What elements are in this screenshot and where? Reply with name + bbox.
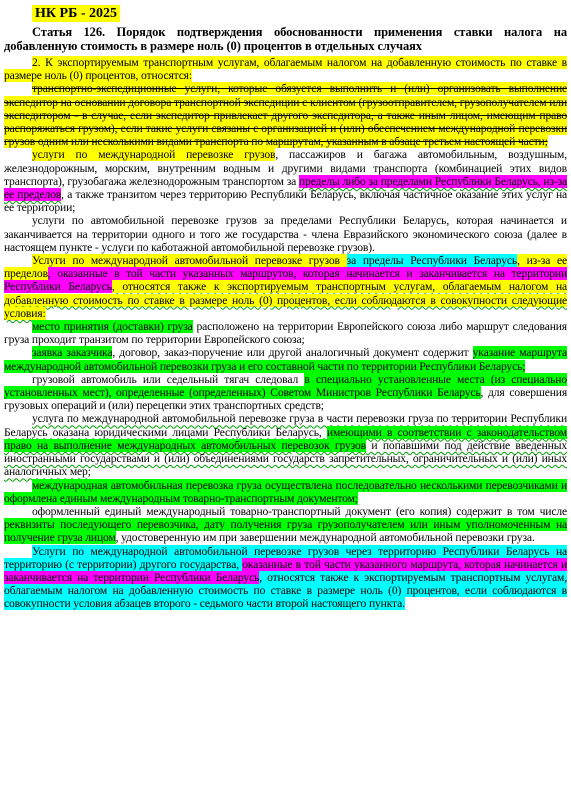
condition-carrier-entities	[4, 412, 567, 478]
paragraph-forwarding	[4, 82, 567, 148]
customer-order-highlight: указание маршрута международной автомобильной перевозки груза и его составной части по территории Республики Беларусь;	[4, 346, 568, 373]
road-services-inbound: , из-за ее пределов	[4, 254, 567, 281]
intl-transport-tail: , а также транзитом через территорию Республики Беларусь, включая частичное оказание этих услуг на ее территории;	[4, 188, 567, 215]
customer-order-body: , договор, заказ-поручение или другой аналогичный документ содержит	[112, 346, 473, 360]
code-tag: НК РБ - 2025	[32, 5, 120, 22]
sequential-carriers-text: международная автомобильная перевозка груза осуществлена последовательно несколькими перевозчиками и оформлена единым международным товарно-транспортным документом;	[4, 478, 567, 505]
carrier-entities-tail: и попавшими под действие введенных иностранными государствами и (или) объединениями государств запретительных, ограничительных и (или) иных аналогичных мер;	[4, 438, 567, 479]
intl-transport-lead: услуги по международной перевозке грузов	[32, 148, 276, 162]
road-services-outbound: за пределы Республики Беларусь	[346, 254, 518, 268]
condition-truck-route	[4, 373, 567, 413]
intl-transport-highlight: пределы либо за пределами Республики Беларусь, из-за ее пределов	[4, 174, 568, 202]
transport-document-highlight: реквизиты последующего перевозчика, дату получения груза грузополучателем или иным уполномоченным на получение груза лицом	[4, 518, 567, 545]
paragraph-intl-transport	[4, 148, 567, 214]
intl-transport-body: , пассажиров и багажа автомобильным, воздушным, железнодорожным, морским, внутренним водным и другими видами транспорта (комбинацией этих видов транспорта), грузобагажа железнодорожным транспортом за	[4, 148, 567, 188]
delivery-place-body: расположено на территории Европейского союза либо маршрут следования груза проходит транзитом по территории Европейского союза;	[4, 320, 567, 347]
transit-services-tail: , относятся также к экспортируемым транспортным услугам, облагаемым налогом на добавленную стоимость по ставке в размере ноль (0) процентов, если соблюдаются в совокупности условия абзацев второго - седьмого части второй настоящего пункта.	[4, 570, 567, 611]
article-title: Статья 126. Порядок подтверждения обоснованности применения ставки налога на добавленную стоимость в размере ноль (0) процентов в отдельных случаях	[4, 25, 567, 53]
document-page	[4, 4, 567, 611]
header	[4, 4, 567, 22]
paragraph-cabotage	[4, 214, 567, 254]
transit-services-lead: Услуги по международной автомобильной перевозке грузов через территорию Республики Беларусь на территорию (с территории) другого государства,	[4, 544, 567, 571]
condition-customer-order	[4, 346, 567, 372]
road-services-lead: Услуги по международной автомобильной перевозке грузов	[32, 254, 347, 268]
transport-document-lead: оформленный единый международный товарно-транспортный документ (его копия) содержит в том числе	[32, 504, 567, 518]
truck-route-tail: , для совершения грузовых операций и (или) перецепки этих транспортных средств;	[4, 386, 567, 413]
condition-transport-document	[4, 505, 567, 545]
carrier-entities-lead: услуга по международной автомобильной перевозке груза в части перевозки груза по территории Республики Беларусь оказана юридическими лицами Республики Беларусь,	[4, 412, 567, 439]
truck-route-highlight: в специально установленные места (из специально установленных мест), определенные (определенных) Советом Министров Республики Беларусь	[4, 372, 567, 400]
paragraph-forwarding-text: транспортно-экспедиционные услуги, которые обязуется выполнить и (или) организовать выполнение экспедитор на основании договора транспортной экспедиции с клиентом (грузоотправителем, грузополучателем или экспедитором - в случае, если экспедитор привлекает другого экспедитора, а также иным лицом, имеющим право распоряжаться грузом), если такие услуги связаны с организацией и (или) обеспечением международной перевозки грузов одним или несколькими видами транспорта по маршрутам, указанным в абзаце третьем настоящей части;	[4, 82, 567, 149]
paragraph-cabotage-text: услуги по автомобильной перевозке грузов за пределами Республики Беларусь, которая начинается и заканчивается на территории одного и того же государства - члена Евразийского экономического союза (далее в настоящем пункте - услуги по каботажной автомобильной перевозке грузов).	[4, 214, 567, 254]
condition-sequential-carriers	[4, 479, 567, 505]
truck-route-lead: грузовой автомобиль или седельный тягач следовал	[32, 372, 305, 386]
carrier-entities-highlight: имеющими в соответствии с законодательством право на выполнение международных автомобильных перевозок грузов	[4, 425, 567, 452]
road-services-tail: , относятся также к экспортируемым транспортным услугам, облагаемым налогом на добавленную стоимость по ставке в размере ноль (0) процентов, если соблюдаются в совокупности следующие условия:	[4, 280, 567, 320]
delivery-place-lead: место принятия (доставки) груза	[32, 320, 193, 334]
paragraph-transit-services	[4, 545, 567, 611]
transport-document-tail: , удостоверенную им при завершении международной автомобильной перевозки груза.	[115, 531, 535, 545]
customer-order-lead: заявка заказчика	[32, 346, 113, 360]
paragraph-road-services	[4, 254, 567, 320]
condition-delivery-place	[4, 320, 567, 346]
transit-services-highlight: оказанные в той части указанного маршрута, которая начинается и заканчивается на территории Республики Беларусь	[4, 557, 567, 584]
paragraph-intro-text: 2. К экспортируемым транспортным услугам, облагаемым налогом на добавленную стоимость по ставке в размере ноль (0) процентов, относятся:	[4, 56, 567, 83]
paragraph-intro	[4, 56, 567, 82]
road-services-highlight: , оказанные в той части указанных маршрутов, которая начинается и заканчивается на территории Республики Беларусь	[4, 267, 567, 294]
